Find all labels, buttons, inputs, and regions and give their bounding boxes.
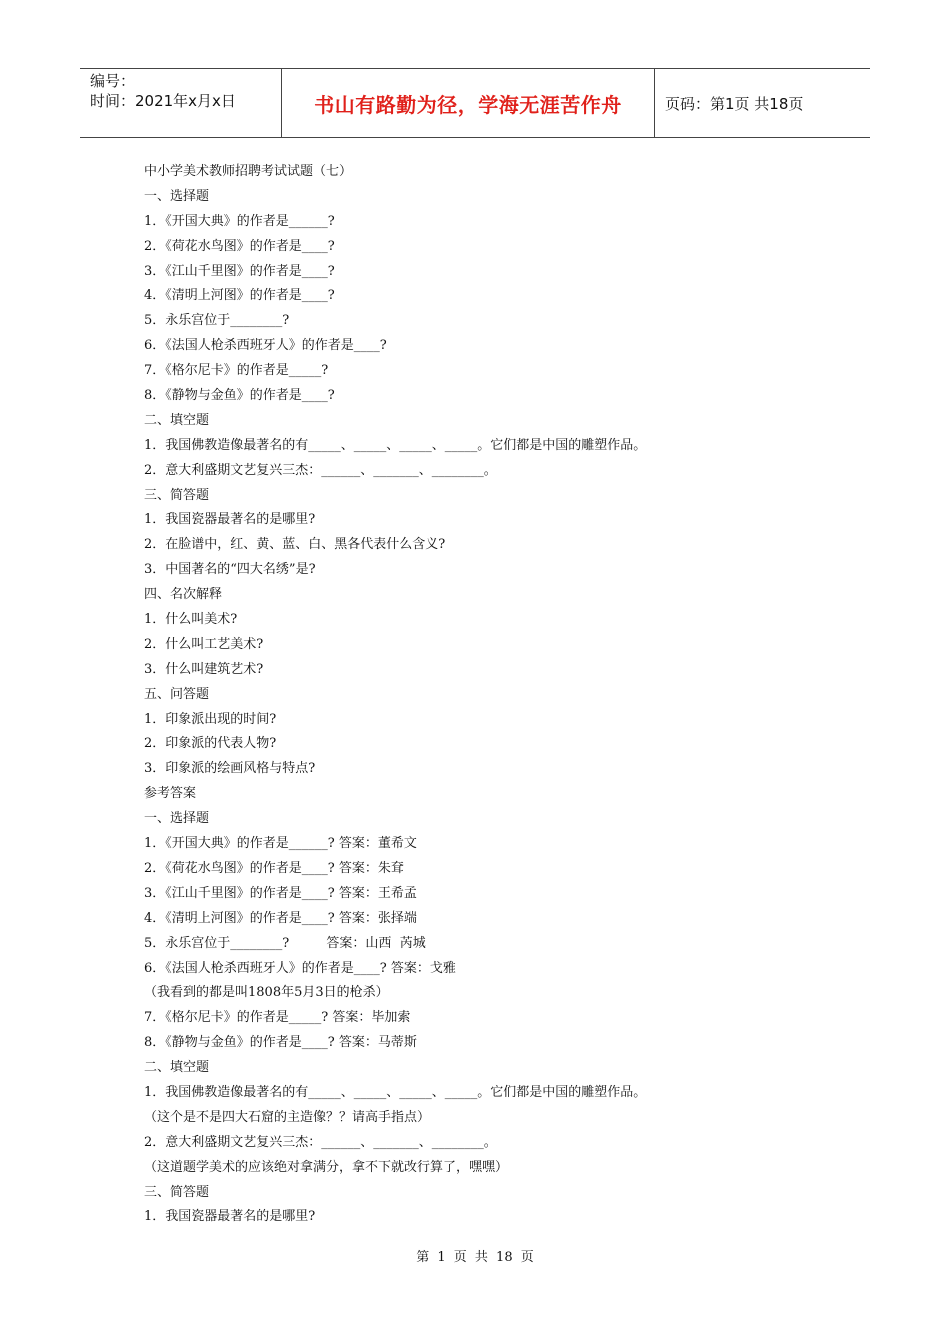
text-line: 2．印象派的代表人物? [144,736,277,752]
header-meta [80,69,282,137]
text-line: 2．意大利盛期文艺复兴三杰：______、_______、________。 [144,462,497,478]
text-line: 1．我国瓷器最著名的是哪里? [144,512,316,528]
text-line: 5．永乐宫位于________? 答案：山西 芮城 [144,935,426,951]
text-line: 5．永乐宫位于________? [144,313,290,329]
text-line: 3．印象派的绘画风格与特点? [144,761,316,777]
text-line: 2．《荷花水鸟图》的作者是____? 答案：朱耷 [144,860,404,876]
text-line: 3．中国著名的“四大名绣”是? [144,562,316,578]
text-line: 2．什么叫工艺美术? [144,636,264,652]
text-line: 2．《荷花水鸟图》的作者是____? [144,238,335,254]
text-line: 二、填空题 [144,412,210,428]
text-line: 1．什么叫美术? [144,612,238,628]
text-line: 2．在脸谱中，红、黄、蓝、白、黑各代表什么含义? [144,537,446,553]
text-line: 一、选择题 [144,188,210,204]
motto: 书山有路勤为径，学海无涯苦作舟 [282,69,655,137]
page-header [80,68,870,138]
text-line: 三、简答题 [144,1184,210,1200]
text-line: 一、选择题 [144,811,210,827]
text-line: 三、简答题 [144,487,210,503]
text-line: 4．《清明上河图》的作者是____? [144,288,335,304]
text-line: 二、填空题 [144,1060,210,1076]
text-line: 2．意大利盛期文艺复兴三杰：______、_______、________。 [144,1134,497,1150]
text-line: 1．我国佛教造像最著名的有_____、_____、_____、_____。它们都是中国的雕塑作品。 [144,1084,647,1100]
text-line: 8．《静物与金鱼》的作者是____? [144,388,335,404]
text-line: 1．《开国大典》的作者是______? 答案：董希文 [144,836,417,852]
text-line: 7．《格尔尼卡》的作者是_____? [144,363,329,379]
text-line: 1．我国佛教造像最著名的有_____、_____、_____、_____。它们都是中国的雕塑作品。 [144,437,647,453]
text-line: 4．《清明上河图》的作者是____? 答案：张择端 [144,910,417,926]
text-line: （我看到的都是叫1808年5月3日的枪杀） [144,985,389,1001]
text-line: 3．《江山千里图》的作者是____? [144,263,335,279]
text-line: 6．《法国人枪杀西班牙人》的作者是____? [144,338,387,354]
text-line: （这个是不是四大石窟的主造像？？请高手指点） [144,1109,431,1125]
number-label: 编号： [90,72,136,90]
text-line: 四、名次解释 [144,587,223,603]
text-line: 3．《江山千里图》的作者是____? 答案：王希孟 [144,885,417,901]
page-info: 页码：第1页 共18页 [665,94,804,113]
text-line: 1．印象派出现的时间? [144,711,277,727]
document-body [144,160,844,1230]
text-line: （这道题学美术的应该绝对拿满分，拿不下就改行算了，嘿嘿） [144,1159,509,1175]
text-line: 1．我国瓷器最著名的是哪里? [144,1209,316,1225]
text-line: 6．《法国人枪杀西班牙人》的作者是____? 答案：戈雅 [144,960,456,976]
text-line: 五、问答题 [144,686,210,702]
text-line: 8．《静物与金鱼》的作者是____? 答案：马蒂斯 [144,1035,417,1051]
time-label: 时间：2021年x月x日 [90,92,236,110]
page-footer: 第 1 页 共 18 页 [416,1250,534,1265]
text-line: 参考答案 [144,786,197,802]
text-line: 3．什么叫建筑艺术? [144,661,264,677]
text-line: 中小学美术教师招聘考试试题（七） [144,164,353,179]
text-line: 7．《格尔尼卡》的作者是_____? 答案：毕加索 [144,1010,411,1026]
text-line: 1．《开国大典》的作者是______? [144,213,335,229]
